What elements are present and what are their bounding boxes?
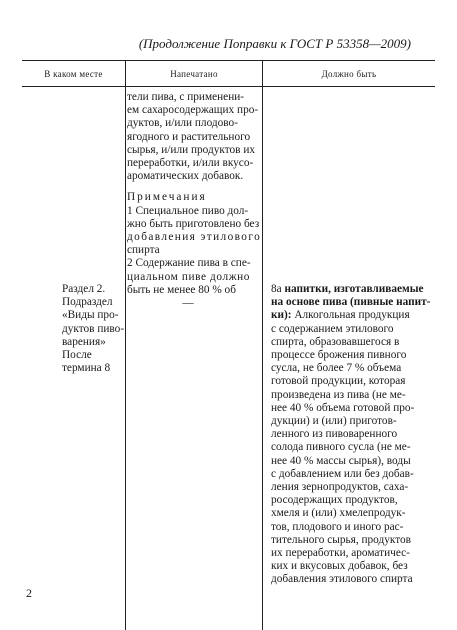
should-be-line: нее 40 % объема готовой про- bbox=[271, 401, 415, 414]
column-divider-1 bbox=[125, 60, 126, 630]
should-be-cell bbox=[271, 283, 431, 587]
should-be-line bbox=[271, 283, 424, 296]
where-line: термина 8 bbox=[62, 362, 111, 375]
printed-line: ягодного и растительного bbox=[127, 130, 251, 143]
where-line: Раздел 2. bbox=[62, 283, 106, 295]
should-be-line: ки): Алкогольная продукция bbox=[271, 309, 410, 322]
printed-line: 1 Специальное пиво дол- bbox=[127, 204, 249, 217]
printed-line: жно быть приготовлено без bbox=[127, 217, 260, 230]
printed-line: добавления этилового bbox=[127, 231, 262, 244]
should-be-line: их переработки, ароматичес- bbox=[271, 547, 410, 560]
printed-line: сырья, и/или продуктов их bbox=[127, 143, 256, 156]
should-be-line: солода пивного сусла (не ме- bbox=[271, 441, 411, 454]
printed-dash: — bbox=[182, 297, 194, 310]
should-be-line: хмеля и (или) хмелепродук- bbox=[271, 507, 406, 520]
header-bottom-rule bbox=[22, 86, 435, 87]
printed-line: 2 Содержание пива в спе- bbox=[127, 257, 251, 270]
should-be-line: на основе пива (пивные напит- bbox=[271, 296, 431, 309]
printed-line: тели пива, с применени- bbox=[127, 91, 245, 103]
table-top-rule bbox=[22, 60, 435, 61]
should-be-line: с содержанием этилового bbox=[271, 322, 394, 335]
should-be-line: ких и вкусовых добавок, без bbox=[271, 560, 408, 573]
printed-cell bbox=[127, 91, 262, 310]
printed-line: быть не менее 80 % об bbox=[127, 283, 236, 296]
printed-line: переработки, и/или вкусо- bbox=[127, 157, 254, 170]
should-be-line: ленного из пивоваренного bbox=[271, 428, 398, 441]
should-be-line: тительного сырья, продуктов bbox=[271, 533, 412, 546]
should-be-line: ления зернопродуктов, саха- bbox=[271, 481, 409, 494]
printed-line: спирта bbox=[127, 244, 160, 257]
should-be-line: процессе брожения пивного bbox=[271, 349, 407, 362]
term-number: 8а bbox=[271, 283, 282, 295]
printed-line: дуктов, и/или плодово- bbox=[127, 117, 238, 130]
page-number: 2 bbox=[26, 586, 32, 600]
should-be-line: добавления этилового спирта bbox=[271, 573, 413, 586]
should-be-line: с добавлением или без добав- bbox=[271, 467, 414, 480]
printed-line: ем сахаросодержащих про- bbox=[127, 104, 259, 117]
printed-line: ароматических добавок. bbox=[127, 170, 244, 183]
correction-header-note: (Продолжение Поправки к ГОСТ Р 53358—2009) bbox=[138, 36, 411, 51]
should-be-line: произведена из пива (не ме- bbox=[271, 388, 406, 401]
where-line: Подраздел bbox=[62, 296, 113, 309]
column-divider-2 bbox=[262, 60, 263, 630]
where-cell bbox=[62, 283, 124, 375]
should-be-line: готовой продукции, которая bbox=[271, 375, 406, 388]
should-be-line: нее 40 % массы сырья), воды bbox=[271, 454, 411, 467]
term-title: напитки, изготавливаемые bbox=[284, 283, 424, 295]
should-be-line: тов, плодового и иного рас- bbox=[271, 520, 404, 533]
column-header-where: В каком месте bbox=[44, 69, 103, 79]
should-be-line: спирта, образовавшегося в bbox=[271, 335, 400, 348]
where-line: дуктов пиво- bbox=[62, 322, 125, 335]
printed-line: циальном пиве должно bbox=[127, 270, 251, 283]
column-header-should-be: Должно быть bbox=[321, 69, 377, 79]
where-line: «Виды про- bbox=[62, 309, 119, 322]
where-line: После bbox=[62, 349, 92, 362]
should-be-line: дукции) и (или) приготов- bbox=[271, 415, 397, 428]
where-line: варения» bbox=[62, 335, 106, 348]
should-be-line: сусла, не более 7 % объема bbox=[271, 362, 402, 375]
should-be-line: росодержащих продуктов, bbox=[271, 494, 398, 507]
notes-title: Примечания bbox=[127, 191, 207, 204]
column-header-printed: Напечатано bbox=[170, 69, 218, 79]
